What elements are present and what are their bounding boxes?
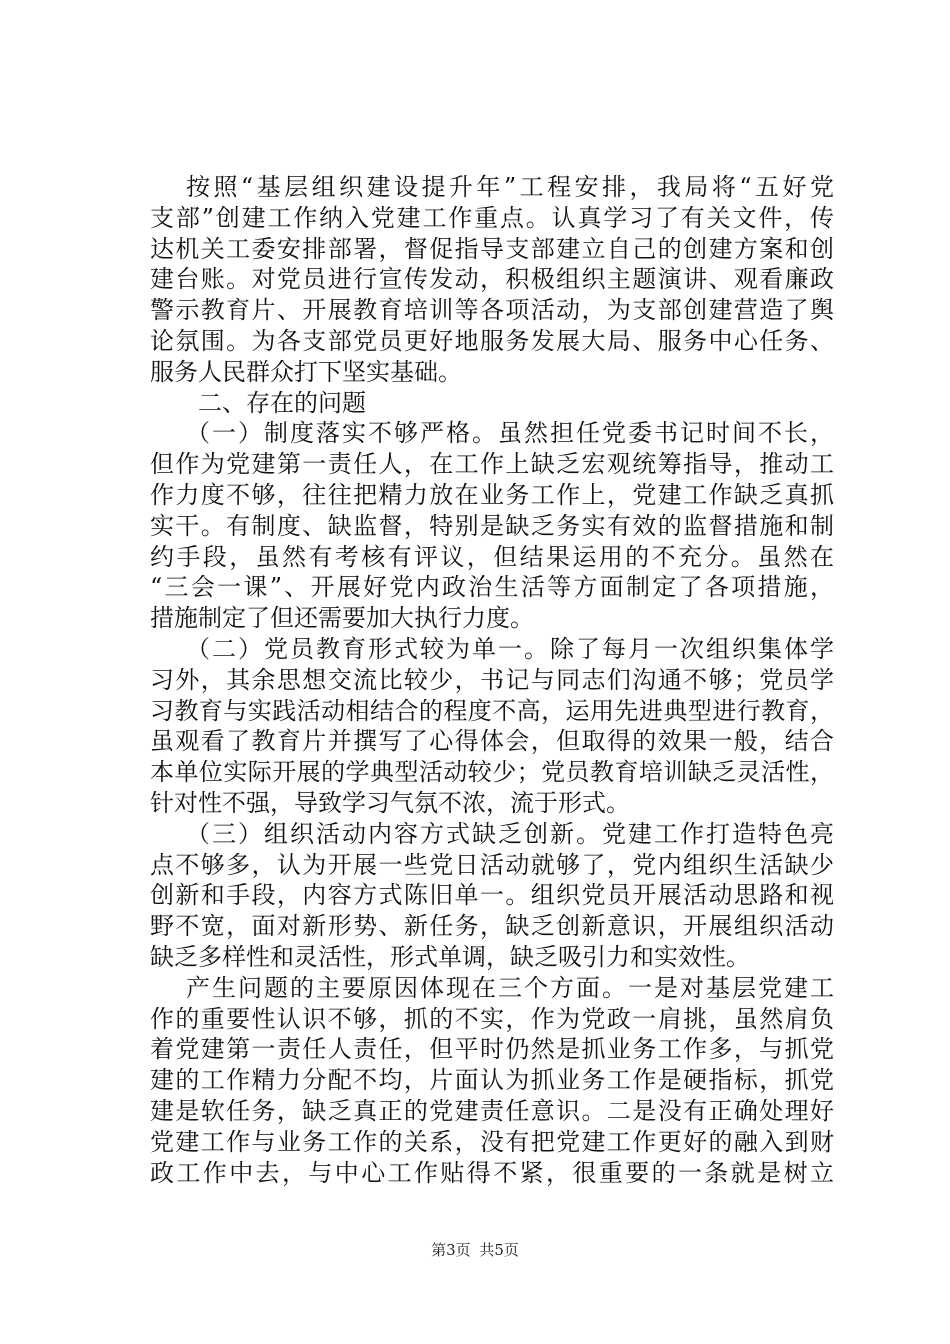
text-line: 党建工作与业务工作的关系，没有把党建工作更好的融入到财 (150, 1127, 834, 1156)
text-line: 本单位实际开展的学典型活动较少；党员教育培训缺乏灵活性， (150, 758, 834, 787)
text-line: 作的重要性认识不够，抓的不实，作为党政一肩挑，虽然肩负 (150, 1004, 834, 1033)
text-line: 建台账。对党员进行宣传发动，积极组织主题演讲、观看廉政 (150, 265, 834, 294)
text-line: 习教育与实践活动相结合的程度不高，运用先进典型进行教育， (150, 696, 834, 725)
text-line: 二、存在的问题 (198, 388, 366, 417)
text-line: 虽观看了教育片并撰写了心得体会，但取得的效果一般，结合 (150, 727, 834, 756)
text-line: 按照“基层组织建设提升年”工程安排，我局将“五好党 (186, 173, 834, 201)
text-line: 野不宽，面对新形势、新任务，缺乏创新意识，开展组织活动 (150, 912, 834, 941)
paragraph (150, 634, 834, 819)
page-total: 共5页 (479, 1241, 519, 1259)
text-line: 但作为党建第一责任人，在工作上缺乏宏观统筹指导，推动工 (150, 450, 834, 479)
text-line: 点不够多，认为开展一些党日活动就够了，党内组织生活缺少 (150, 850, 834, 879)
text-line: 创新和手段，内容方式陈旧单一。组织党员开展活动思路和视 (150, 881, 834, 910)
text-line: 支部”创建工作纳入党建工作重点。认真学习了有关文件，传 (150, 203, 834, 232)
text-line: 产生问题的主要原因体现在三个方面。一是对基层党建工 (186, 973, 834, 1002)
paragraph (150, 172, 834, 388)
paragraph (150, 973, 834, 1189)
text-line: （三）组织活动内容方式缺乏创新。党建工作打造特色亮 (186, 819, 834, 848)
text-line: 缺乏多样性和灵活性，形式单调，缺乏吸引力和实效性。 (150, 942, 750, 971)
text-line: 论氛围。为各支部党员更好地服务发展大局、服务中心任务、 (150, 326, 834, 355)
text-line: 服务人民群众打下坚实基础。 (150, 357, 462, 386)
text-line: 建是软任务，缺乏真正的党建责任意识。二是没有正确处理好 (150, 1096, 834, 1125)
text-line: 习外，其余思想交流比较少，书记与同志们沟通不够；党员学 (150, 665, 834, 694)
paragraph (150, 418, 834, 634)
text-line: 约手段，虽然有考核有评议，但结果运用的不充分。虽然在 (150, 542, 834, 571)
text-line: “三会一课”、开展好党内政治生活等方面制定了各项措施， (150, 573, 834, 602)
text-line: 着党建第一责任人责任，但平时仍然是抓业务工作多，与抓党 (150, 1035, 834, 1064)
text-line: 作力度不够，往往把精力放在业务工作上，党建工作缺乏真抓 (150, 480, 834, 509)
text-line: 建的工作精力分配不均，片面认为抓业务工作是硬指标，抓党 (150, 1066, 834, 1095)
text-line: 政工作中去，与中心工作贴得不紧，很重要的一条就是树立 (150, 1158, 834, 1187)
text-line: （一）制度落实不够严格。虽然担任党委书记时间不长， (186, 419, 834, 448)
text-line: 警示教育片、开展教育培训等各项活动，为支部创建营造了舆 (150, 296, 834, 325)
section-heading (150, 388, 834, 419)
text-line: 实干。有制度、缺监督，特别是缺乏务实有效的监督措施和制 (150, 511, 834, 540)
document-body (150, 172, 834, 1188)
page-number: 第3页 (431, 1241, 471, 1259)
text-line: 措施制定了但还需要加大执行力度。 (150, 604, 534, 633)
text-line: （二）党员教育形式较为单一。除了每月一次组织集体学 (186, 634, 834, 663)
text-line: 针对性不强，导致学习气氛不浓，流于形式。 (150, 788, 630, 817)
paragraph (150, 819, 834, 973)
text-line: 达机关工委安排部署，督促指导支部建立自己的创建方案和创 (150, 234, 834, 263)
page-footer (0, 1240, 950, 1260)
